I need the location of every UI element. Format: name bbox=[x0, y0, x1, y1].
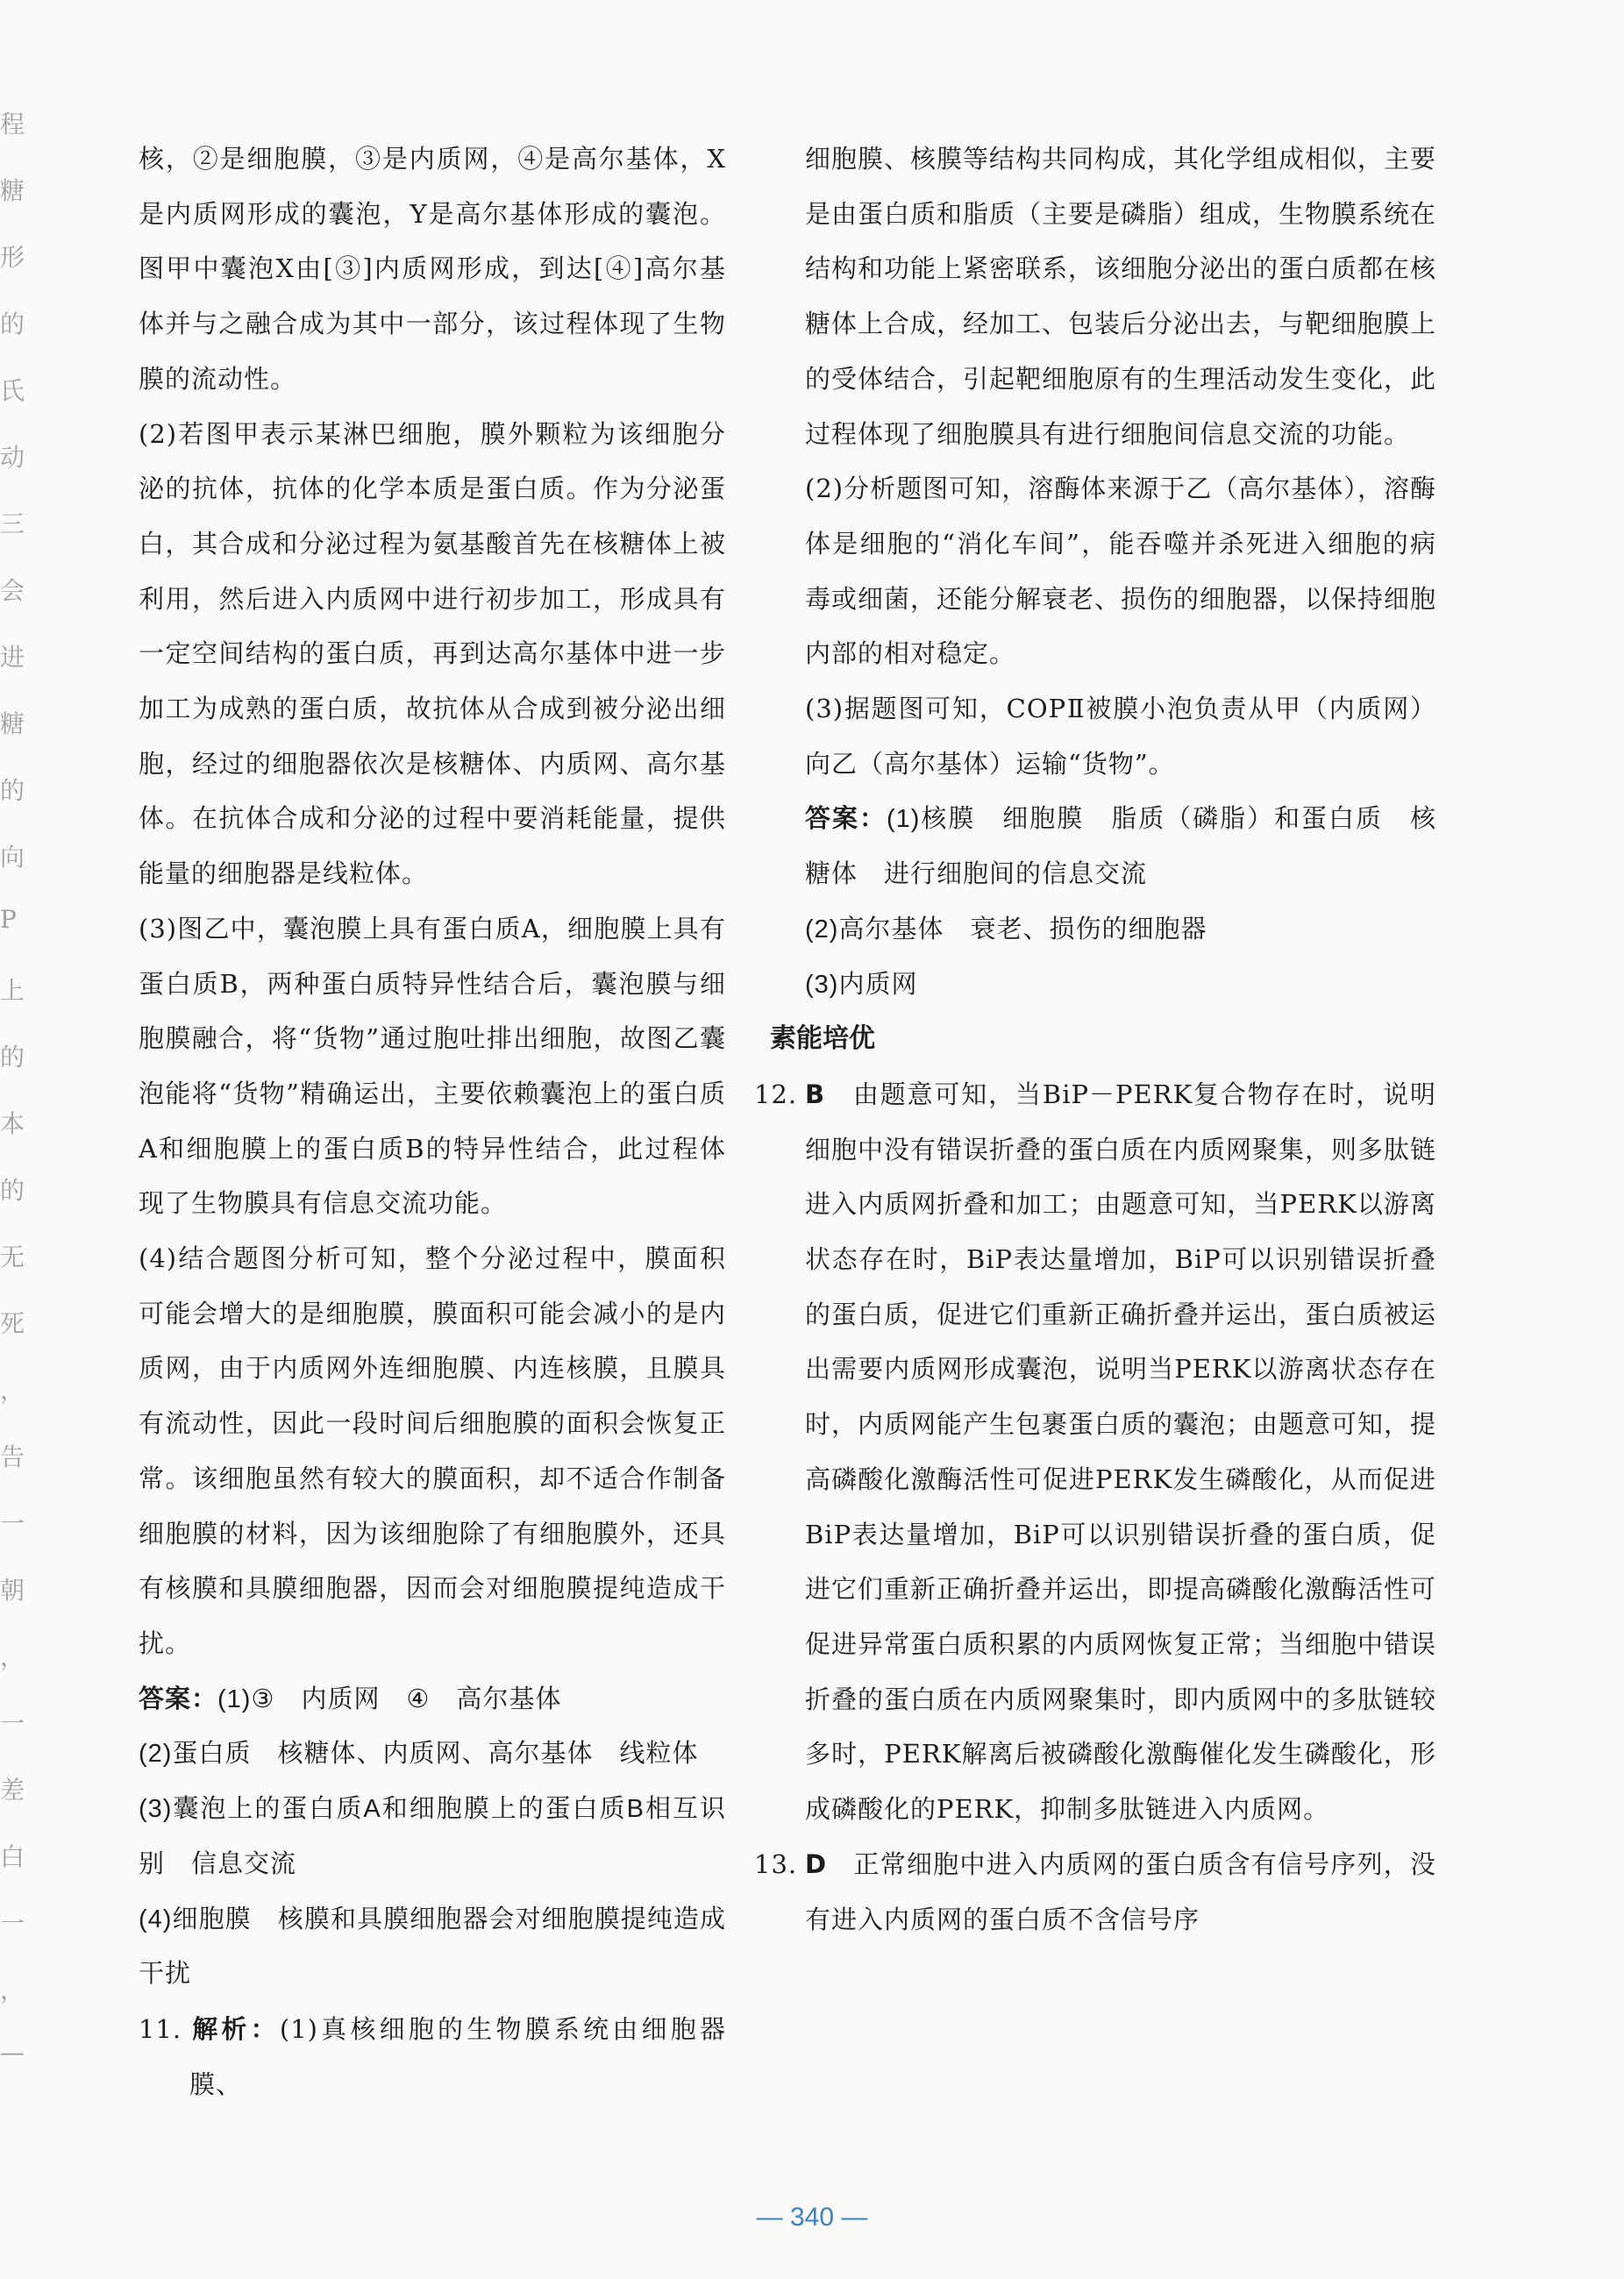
question-text: 正常细胞中进入内质网的蛋白质含有信号序列，没有进入内质网的蛋白质不含信号序 bbox=[805, 1848, 1436, 1934]
question-number: 11. bbox=[139, 2013, 182, 2044]
edge-fragment: ， bbox=[0, 1976, 25, 2005]
edge-fragment: 一 bbox=[0, 1909, 25, 1938]
answer-label: 答案： bbox=[805, 803, 887, 834]
edge-fragment: 糖 bbox=[0, 176, 25, 205]
edge-fragment: 糖 bbox=[0, 709, 25, 738]
edge-fragment: ， bbox=[0, 1376, 25, 1405]
left-paragraph-4: (4)结合题图分析可知，整个分泌过程中，膜面积可能会增大的是细胞膜，膜面积可能会减小的是内质网，由于内质网外连细胞膜、内连核膜，且膜具有流动性，因此一段时间后细胞膜的面积会恢复正常。该细胞虽然有较大的膜面积，却不适合作制备细胞膜的材料，因为该细胞除了有细胞膜外，还具有核膜和具膜细胞器，因而会对细胞膜提纯造成干扰。 bbox=[139, 1243, 726, 1658]
right-answer-3: (3)内质网 bbox=[805, 970, 918, 999]
edge-fragment: 告 bbox=[0, 1442, 25, 1471]
question-number: 13. bbox=[754, 1848, 798, 1879]
left-answer-1 bbox=[139, 1671, 726, 1727]
page-number: — 340 — bbox=[756, 2203, 868, 2232]
edge-fragment: 本 bbox=[0, 1109, 25, 1138]
edge-fragment: ， bbox=[0, 1642, 25, 1671]
edge-fragment: 三 bbox=[0, 509, 25, 538]
edge-fragment: 氏 bbox=[0, 376, 25, 405]
analysis-label: 解析： bbox=[189, 2013, 280, 2044]
question-11 bbox=[139, 2002, 726, 2112]
right-paragraph-3: (3)据题图可知，COPⅡ被膜小泡负责从甲（内质网）向乙（高尔基体）运输“货物”。 bbox=[805, 694, 1436, 779]
edge-fragment: 的 bbox=[0, 310, 25, 338]
question-answer: B bbox=[805, 1079, 826, 1109]
answer-text: (1)核膜 细胞膜 脂质（磷脂）和蛋白质 核糖体 进行细胞间的信息交流 bbox=[805, 805, 1436, 889]
section-heading: 素能培优 bbox=[770, 1023, 875, 1055]
right-answer-1 bbox=[805, 791, 1436, 901]
edge-fragment: 上 bbox=[0, 976, 25, 1005]
edge-fragment: 会 bbox=[0, 576, 25, 605]
edge-fragment: 一 bbox=[0, 1509, 25, 1538]
question-text: 由题意可知，当BiP－PERK复合物存在时，说明细胞中没有错误折叠的蛋白质在内质网聚集，则多肽链进入内质网折叠和加工；由题意可知，当PERK以游离状态存在时，BiP表达量增加，BiP可以识别错误折叠的蛋白质，促进它们重新正确折叠并运出，蛋白质被运出需要内质网形成囊泡，说明当PERK以游离状态存在时，内质网能产生包裹蛋白质的囊泡；由题意可知，提高磷酸化激酶活性可促进PERK发生磷酸化，从而促进BiP表达量增加，BiP可以识别错误折叠的蛋白质，促进它们重新正确折叠并运出，即提高磷酸化激酶活性可促进异常蛋白质积累的内质网恢复正常；当细胞中错误折叠的蛋白质在内质网聚集时，即内质网中的多肽链较多时，PERK解离后被磷酸化激酶催化发生磷酸化，形成磷酸化的PERK，抑制多肽链进入内质网。 bbox=[805, 1079, 1437, 1825]
edge-fragment: 无 bbox=[0, 1243, 25, 1271]
edge-fragment: 形 bbox=[0, 243, 25, 272]
edge-fragment: P bbox=[0, 905, 17, 934]
question-text: (1)真核细胞的生物膜系统由细胞器膜、 bbox=[189, 2013, 726, 2099]
edge-fragment: 动 bbox=[0, 443, 25, 472]
edge-fragment: — bbox=[0, 2038, 25, 2067]
edge-fragment: 的 bbox=[0, 1176, 25, 1205]
edge-fragment: 的 bbox=[0, 1043, 25, 1072]
edge-fragment: 一 bbox=[0, 1709, 25, 1738]
left-paragraph-1: 核，②是细胞膜，③是内质网，④是高尔基体，X是内质网形成的囊泡，Y是高尔基体形成的囊泡。图甲中囊泡X由[③]内质网形成，到达[④]高尔基体并与之融合成为其中一部分，该过程体现了生物膜的流动性。 bbox=[139, 144, 726, 394]
edge-fragment: 向 bbox=[0, 843, 25, 872]
answer-text: (1)③ 内质网 ④ 高尔基体 bbox=[217, 1684, 562, 1713]
edge-fragment: 白 bbox=[0, 1842, 25, 1871]
question-12 bbox=[754, 1067, 1436, 1837]
edge-fragment: 朝 bbox=[0, 1576, 25, 1605]
left-answer-3: (3)囊泡上的蛋白质A和细胞膜上的蛋白质B相互识别 信息交流 bbox=[139, 1795, 726, 1878]
right-paragraph-2: (2)分析题图可知，溶酶体来源于乙（高尔基体），溶酶体是细胞的“消化车间”，能吞噬并杀死进入细胞的病毒或细菌，还能分解衰老、损伤的细胞器，以保持细胞内部的相对稳定。 bbox=[805, 474, 1437, 669]
right-answer-2: (2)高尔基体 衰老、损伤的细胞器 bbox=[805, 915, 1207, 944]
edge-fragment: 的 bbox=[0, 776, 25, 805]
question-number: 12. bbox=[754, 1079, 798, 1109]
right-paragraph-1: 细胞膜、核膜等结构共同构成，其化学组成相似，主要是由蛋白质和脂质（主要是磷脂）组成，生物膜系统在结构和功能上紧密联系，该细胞分泌出的蛋白质都在核糖体上合成，经加工、包装后分泌出去，与靶细胞膜上的受体结合，引起靶细胞原有的生理活动发生变化，此过程体现了细胞膜具有进行细胞间信息交流的功能。 bbox=[805, 144, 1437, 449]
question-13 bbox=[754, 1837, 1436, 1947]
edge-fragment: 死 bbox=[0, 1309, 25, 1338]
question-answer: D bbox=[805, 1848, 828, 1879]
left-answer-4: (4)细胞膜 核膜和具膜细胞器会对细胞膜提纯造成干扰 bbox=[139, 1905, 726, 1989]
right-column bbox=[754, 132, 1437, 1947]
left-answer-2: (2)蛋白质 核糖体、内质网、高尔基体 线粒体 bbox=[139, 1740, 699, 1769]
left-column bbox=[139, 132, 726, 2112]
edge-fragment: 进 bbox=[0, 643, 25, 672]
left-paragraph-2: (2)若图甲表示某淋巴细胞，膜外颗粒为该细胞分泌的抗体，抗体的化学本质是蛋白质。作为分泌蛋白，其合成和分泌过程为氨基酸首先在核糖体上被利用，然后进入内质网中进行初步加工，形成具有一定空间结构的蛋白质，再到达高尔基体中进一步加工为成熟的蛋白质，故抗体从合成到被分泌出细胞，经过的细胞器依次是核糖体、内质网、高尔基体。在抗体合成和分泌的过程中要消耗能量，提供能量的细胞器是线粒体。 bbox=[139, 418, 726, 889]
left-paragraph-3: (3)图乙中，囊泡膜上具有蛋白质A，细胞膜上具有蛋白质B，两种蛋白质特异性结合后，囊泡膜与细胞膜融合，将“货物”通过胞吐排出细胞，故图乙囊泡能将“货物”精确运出，主要依赖囊泡上的蛋白质A和细胞膜上的蛋白质B的特异性结合，此过程体现了生物膜具有信息交流功能。 bbox=[139, 913, 726, 1219]
answer-label: 答案： bbox=[139, 1683, 218, 1713]
edge-fragment: 差 bbox=[0, 1776, 25, 1805]
edge-fragment: 程 bbox=[0, 110, 25, 139]
left-edge-fragments bbox=[0, 105, 35, 2192]
